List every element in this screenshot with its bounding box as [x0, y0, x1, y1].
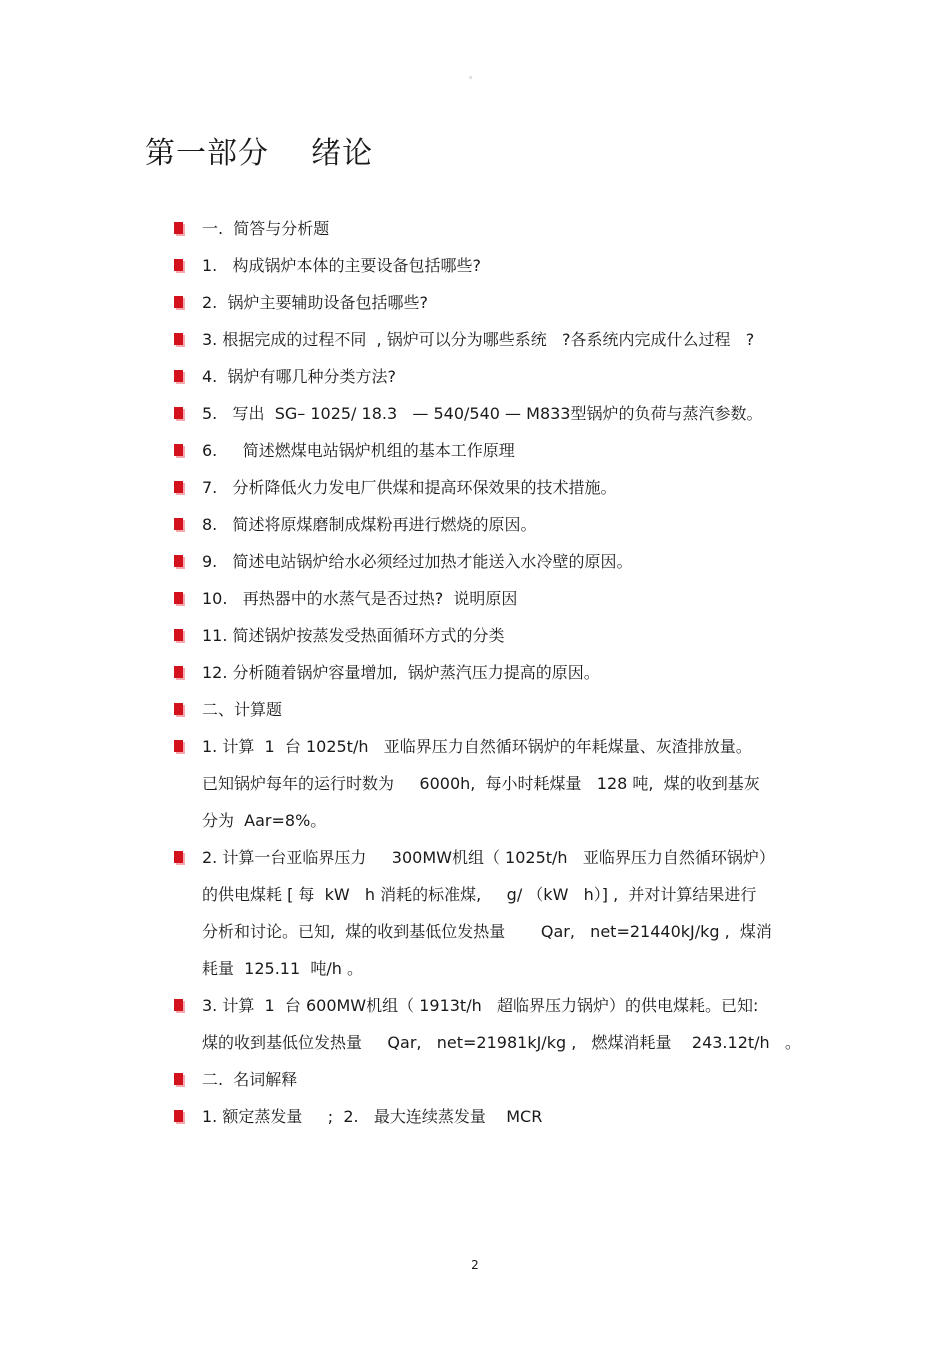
item-text-line: 1. 额定蒸发量 ; 2. 最大连续蒸发量 MCR: [202, 1107, 543, 1126]
bullet-icon: [174, 555, 183, 567]
item-text-line: 1. 构成锅炉本体的主要设备包括哪些?: [202, 256, 482, 275]
list-item: [174, 543, 834, 580]
item-text-line: 3. 计算 1 台 600MW机组（ 1913t/h 超临界压力锅炉）的供电煤耗。已知:: [202, 996, 759, 1015]
item-text-line: 8. 简述将原煤磨制成煤粉再进行燃烧的原因。: [202, 515, 537, 534]
item-text-line: 1. 计算 1 台 1025t/h 亚临界压力自然循环锅炉的年耗煤量、灰渣排放量。: [202, 737, 752, 756]
item-text-line: 3. 根据完成的过程不同 , 锅炉可以分为哪些系统 ?各系统内完成什么过程 ?: [202, 330, 755, 349]
item-text-line: 10. 再热器中的水蒸气是否过热? 说明原因: [202, 589, 518, 608]
bullet-icon: [174, 740, 183, 752]
bullet-icon: [174, 222, 183, 234]
list-item: [174, 987, 834, 1061]
item-text-line: 二. 名词解释: [202, 1070, 298, 1089]
header-mark: 。: [469, 71, 479, 81]
list-item: [174, 247, 834, 284]
bullet-icon: [174, 666, 183, 678]
bullet-icon: [174, 999, 183, 1011]
item-text-line: 分析和讨论。已知, 煤的收到基低位发热量 Qar, net=21440kJ/kg , 煤消: [202, 922, 772, 941]
item-text-line: 12. 分析随着锅炉容量增加, 锅炉蒸汽压力提高的原因。: [202, 663, 600, 682]
bullet-icon: [174, 703, 183, 715]
list-item: [174, 284, 834, 321]
item-text-line: 11. 简述锅炉按蒸发受热面循环方式的分类: [202, 626, 505, 645]
item-text-line: 9. 简述电站锅炉给水必须经过加热才能送入水冷壁的原因。: [202, 552, 633, 571]
bullet-icon: [174, 481, 183, 493]
list-item: [174, 691, 834, 728]
list-item: [174, 321, 834, 358]
bullet-icon: [174, 518, 183, 530]
item-text-line: 2. 锅炉主要辅助设备包括哪些?: [202, 293, 428, 312]
item-text-line: 二、计算题: [202, 700, 283, 719]
item-text-line: 分为 Aar=8%。: [202, 811, 327, 830]
bullet-icon: [174, 1110, 183, 1122]
item-text-line: 5. 写出 SG– 1025/ 18.3 — 540/540 — M833型锅炉的负荷与蒸汽参数。: [202, 404, 763, 423]
list-item: [174, 358, 834, 395]
item-text-line: 2. 计算一台亚临界压力 300MW机组（ 1025t/h 亚临界压力自然循环锅炉）: [202, 848, 775, 867]
bullet-icon: [174, 1073, 183, 1085]
page-number: 2: [471, 1258, 479, 1272]
list-item: [174, 580, 834, 617]
bullet-icon: [174, 444, 183, 456]
item-text-line: 6. 简述燃煤电站锅炉机组的基本工作原理: [202, 441, 515, 460]
item-text-line: 7. 分析降低火力发电厂供煤和提高环保效果的技术措施。: [202, 478, 617, 497]
list-item: [174, 432, 834, 469]
bullet-icon: [174, 296, 183, 308]
bullet-icon: [174, 592, 183, 604]
item-text-line: 的供电煤耗 [ 每 kW h 消耗的标准煤, g/ （kW h）] , 并对计算结果进行: [202, 885, 757, 904]
list-item: [174, 1061, 834, 1098]
bullet-icon: [174, 333, 183, 345]
list-item: [174, 210, 834, 247]
list-item: [174, 728, 834, 839]
item-text-line: 煤的收到基低位发热量 Qar, net=21981kJ/kg , 燃煤消耗量 243.12t/h 。: [202, 1033, 801, 1052]
item-text-line: 4. 锅炉有哪几种分类方法?: [202, 367, 396, 386]
bullet-icon: [174, 370, 183, 382]
item-text-line: 耗量 125.11 吨/h 。: [202, 959, 363, 978]
page-title: 第一部分 绪论: [145, 136, 374, 171]
list-item: [174, 654, 834, 691]
bullet-icon: [174, 259, 183, 271]
question-list: [174, 210, 834, 1135]
list-item: [174, 395, 834, 432]
bullet-icon: [174, 851, 183, 863]
list-item: [174, 839, 834, 987]
list-item: [174, 1098, 834, 1135]
list-item: [174, 506, 834, 543]
bullet-icon: [174, 407, 183, 419]
bullet-icon: [174, 629, 183, 641]
list-item: [174, 617, 834, 654]
list-item: [174, 469, 834, 506]
item-text-line: 一. 简答与分析题: [202, 219, 330, 238]
item-text-line: 已知锅炉每年的运行时数为 6000h, 每小时耗煤量 128 吨, 煤的收到基灰: [202, 774, 760, 793]
